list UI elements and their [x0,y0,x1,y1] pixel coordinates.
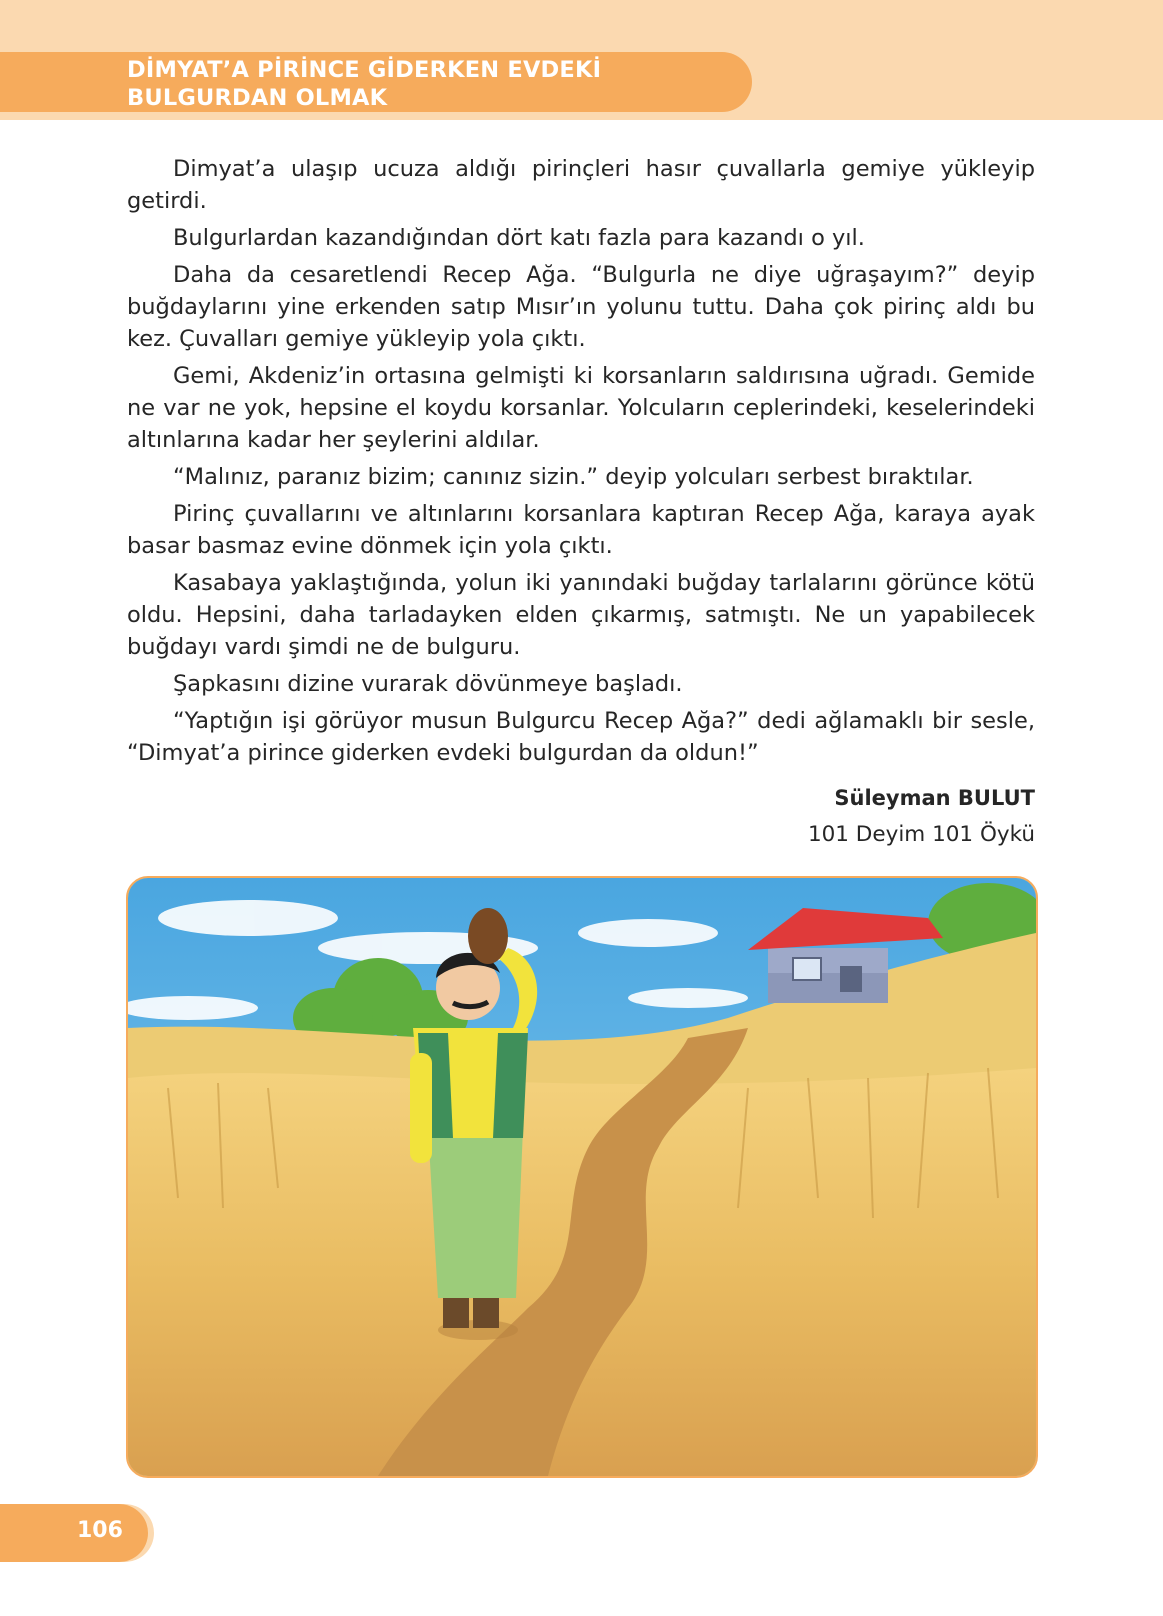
story-paragraph: Daha da cesaretlendi Recep Ağa. “Bulgurla ne diye uğraşayım?” deyip buğdaylarını yine erkenden satıp Mısır’ın yolunu tuttu. Daha çok pirinç aldı bu kez. Çuvalları gemiye yükleyip yola çıktı. [127,262,1035,352]
story-paragraph: Dimyat’a ulaşıp ucuza aldığı pirinçleri hasır çuvallarla gemiye yükleyip getirdi. [127,156,1035,214]
story-paragraph: Bulgurlardan kazandığından dört katı fazla para kazandı o yıl. [173,225,865,251]
book-source: 101 Deyim 101 Öykü [807,822,1035,847]
page-number-tab [0,1504,148,1562]
story-paragraph: “Yaptığın işi görüyor musun Bulgurcu Recep Ağa?” dedi ağlamaklı bir sesle, “Dimyat’a pirince giderken evdeki bulgurdan da oldun!” [127,708,1035,766]
wheat-field-illustration [126,876,1038,1478]
author-name: Süleyman BULUT [834,786,1035,810]
story-paragraph: Şapkasını dizine vurarak dövünmeye başladı. [173,671,683,697]
page-number: 106 [77,1518,123,1543]
story-paragraph: Pirinç çuvallarını ve altınlarını korsanlara kaptıran Recep Ağa, karaya ayak basar basmaz evine dönmek için yola çıktı. [127,501,1035,559]
illustration-svg [128,878,1036,1476]
story-text [127,153,1035,774]
story-paragraph: Gemi, Akdeniz’in ortasına gelmişti ki korsanların saldırısına uğradı. Gemide ne var ne yok, hepsine el koydu korsanlar. Yolcuların ceplerindeki, keselerindeki altınlarına kadar her şeylerini aldılar. [127,363,1035,453]
page-title-line-2: BULGURDAN OLMAK [127,85,388,111]
story-paragraph: Kasabaya yaklaştığında, yolun iki yanındaki buğday tarlalarını görünce kötü oldu. Hepsini, daha tarladayken elden çıkarmış, satmıştı. Ne un yapabilecek buğdayı vardı şimdi ne de bulguru. [127,570,1035,660]
page-title-line-1: DİMYAT’A PİRİNCE GİDERKEN EVDEKİ [127,57,602,83]
story-paragraph: “Malınız, paranız bizim; canınız sizin.” deyip yolcuları serbest bıraktılar. [173,464,974,490]
